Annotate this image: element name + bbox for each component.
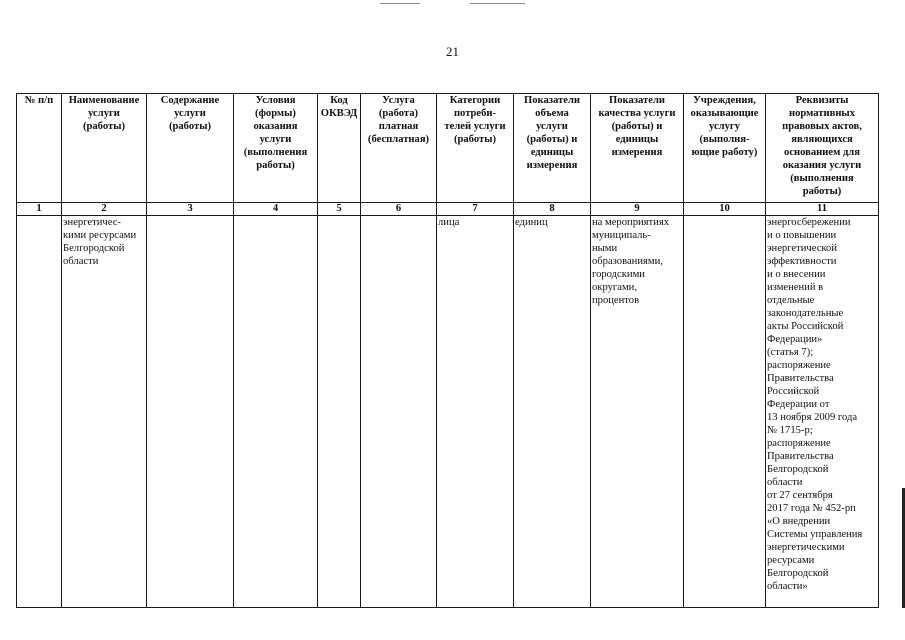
column-number: 2: [62, 203, 147, 216]
column-number: 11: [766, 203, 879, 216]
cell-service-content: [147, 216, 234, 608]
header-cell-legal-acts: Реквизиты нормативных правовых актов, являющихся основанием для оказания услуги (выполнения работы): [766, 94, 879, 203]
cell-quality-indicators: на мероприятиях муниципаль- ными образованиями, городскими округами, процентов: [591, 216, 684, 608]
header-cell-number: № п/п: [17, 94, 62, 203]
table-row: [17, 216, 879, 608]
column-number: 5: [318, 203, 361, 216]
column-number: 4: [234, 203, 318, 216]
header-cell-consumer-categories: Категории потреби- телей услуги (работы): [437, 94, 514, 203]
cell-volume-indicators: единиц: [514, 216, 591, 608]
services-register-table: [16, 93, 879, 608]
scan-artifact: [380, 3, 420, 4]
header-cell-service-name: Наименование услуги (работы): [62, 94, 147, 203]
cell-legal-acts: энергосбережении и о повышении энергетической эффективности и о внесении изменений в отдельные законодательные акты Российской Федерации» (статья 7); распоряжение Правительства Российской Федерации от 13 ноября 2009 года № 1715-р; распоряжение Правительства Белгородской области от 27 сентября 2017 года № 452-рп «О внедрении Системы управления энергетическими ресурсами Белгородской области»: [766, 216, 879, 608]
cell-institutions: [684, 216, 766, 608]
cell-conditions: [234, 216, 318, 608]
header-cell-institutions: Учреждения, оказывающие услугу (выполня- ющие работу): [684, 94, 766, 203]
header-cell-okved-code: Код ОКВЭД: [318, 94, 361, 203]
cell-number: [17, 216, 62, 608]
column-number: 9: [591, 203, 684, 216]
header-cell-volume-indicators: Показатели объема услуги (работы) и единицы измерения: [514, 94, 591, 203]
column-number: 10: [684, 203, 766, 216]
column-number: 3: [147, 203, 234, 216]
cell-service-name: энергетичес- кими ресурсами Белгородской области: [62, 216, 147, 608]
table-header-row: [17, 94, 879, 203]
column-number-row: [17, 203, 879, 216]
column-number: 1: [17, 203, 62, 216]
header-cell-quality-indicators: Показатели качества услуги (работы) и единицы измерения: [591, 94, 684, 203]
header-cell-conditions: Условия (формы) оказания услуги (выполнения работы): [234, 94, 318, 203]
header-cell-service-content: Содержание услуги (работы): [147, 94, 234, 203]
cell-okved-code: [318, 216, 361, 608]
cell-consumer-categories: лица: [437, 216, 514, 608]
page-number: 21: [446, 44, 459, 59]
column-number: 6: [361, 203, 437, 216]
column-number: 7: [437, 203, 514, 216]
column-number: 8: [514, 203, 591, 216]
header-cell-paid-free: Услуга (работа) платная (бесплатная): [361, 94, 437, 203]
scan-artifact: [470, 3, 525, 4]
cell-paid-free: [361, 216, 437, 608]
